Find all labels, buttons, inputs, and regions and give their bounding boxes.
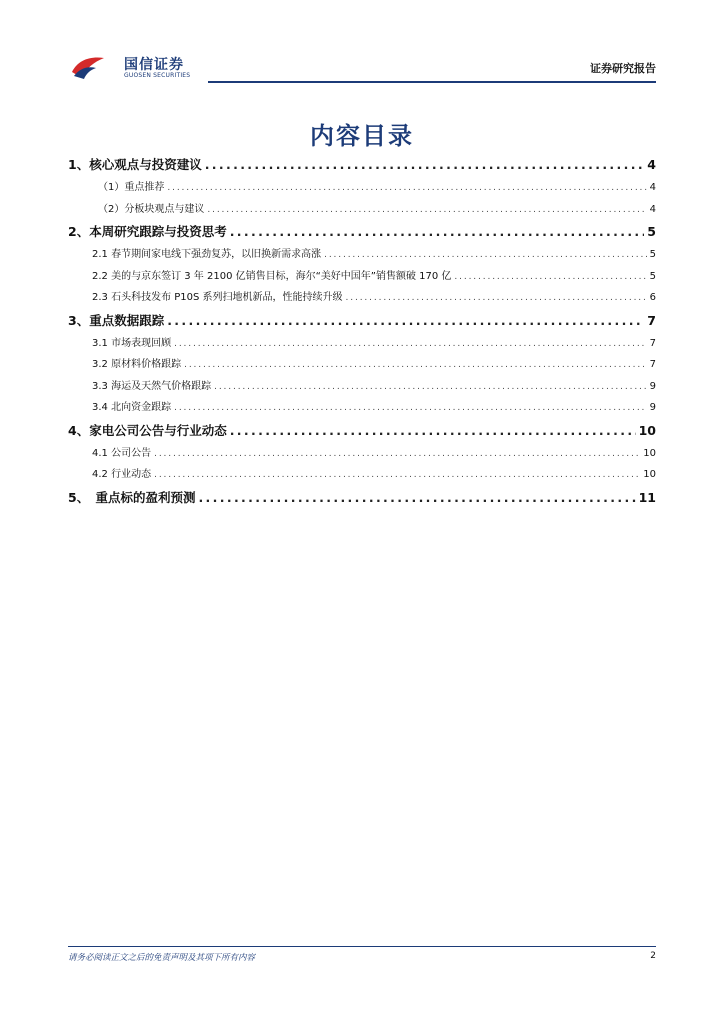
dot-leader — [454, 267, 646, 289]
toc-entry-page: 5 — [649, 270, 656, 282]
toc-entry[interactable] — [68, 309, 656, 333]
toc-entry[interactable] — [68, 333, 656, 355]
dot-leader — [214, 377, 647, 399]
toc-entry-label: 5、 重点标的盈利预测 — [68, 489, 196, 505]
toc-entry-label: 3.3 海运及天然气价格跟踪 — [92, 380, 212, 392]
toc-entry-page: 4 — [649, 203, 656, 215]
toc-entry-page: 4 — [647, 157, 656, 172]
toc-entry-label: 3.4 北向资金跟踪 — [92, 402, 172, 413]
toc-entry-page: 9 — [649, 402, 656, 413]
table-of-contents — [68, 153, 656, 510]
toc-entry-page: 10 — [643, 469, 656, 480]
dot-leader — [154, 444, 640, 466]
dot-leader — [184, 355, 647, 377]
page-header — [68, 50, 656, 84]
toc-entry-label: 3.2 原材料价格跟踪 — [92, 359, 182, 370]
toc-entry-label: 4、家电公司公告与行业动态 — [68, 422, 227, 438]
toc-entry[interactable] — [68, 244, 656, 266]
toc-entry[interactable] — [68, 266, 656, 288]
footer-divider — [68, 946, 656, 947]
page-number: 2 — [650, 951, 656, 961]
dot-leader — [174, 334, 647, 356]
toc-entry-page: 7 — [649, 337, 656, 349]
toc-entry-page: 9 — [649, 380, 656, 392]
toc-entry-page: 6 — [649, 292, 656, 303]
logo-chinese-name: 国信证券 — [124, 57, 184, 73]
dot-leader — [230, 419, 636, 443]
dot-leader — [207, 200, 646, 222]
logo-english-name: GUOSEN SECURITIES — [124, 72, 191, 79]
toc-entry-page: 11 — [638, 489, 656, 505]
toc-entry-label: （1）重点推荐 — [98, 182, 165, 193]
header-divider — [208, 81, 656, 83]
toc-entry[interactable] — [68, 287, 656, 309]
toc-entry-label: 2.3 石头科技发布 P10S 系列扫地机新品，性能持续升级 — [92, 292, 343, 303]
toc-entry[interactable] — [68, 443, 656, 465]
toc-entry-page: 4 — [649, 182, 656, 193]
toc-entry-label: 3.1 市场表现回顾 — [92, 337, 172, 349]
toc-entry-label: 2、本周研究跟踪与投资思考 — [68, 224, 227, 239]
guosen-logo-icon — [70, 52, 106, 80]
toc-entry-page: 7 — [649, 359, 656, 370]
toc-entry-label: 2.1 春节期间家电线下强劲复苏，以旧换新需求高涨 — [92, 249, 322, 260]
toc-entry-label: 2.2 美的与京东签订 3 年 2100 亿销售目标，海尔“美好中国年”销售额破 170 亿 — [92, 270, 452, 282]
dot-leader — [205, 153, 645, 177]
toc-entry[interactable] — [68, 397, 656, 419]
toc-entry[interactable] — [68, 376, 656, 398]
toc-entry[interactable] — [68, 199, 656, 221]
toc-entry-page: 10 — [643, 447, 656, 459]
dot-leader — [154, 465, 640, 487]
toc-entry-label: （2）分板块观点与建议 — [98, 203, 205, 215]
dot-leader — [167, 309, 644, 333]
toc-entry[interactable] — [68, 177, 656, 199]
toc-entry[interactable] — [68, 419, 656, 443]
toc-title: 内容目录 — [310, 122, 414, 150]
dot-leader — [198, 486, 635, 510]
footer-disclaimer: 请务必阅读正文之后的免责声明及其项下所有内容 — [68, 953, 256, 963]
report-type-label: 证券研究报告 — [590, 62, 656, 75]
dot-leader — [174, 398, 647, 420]
toc-entry-page: 7 — [647, 312, 656, 328]
toc-entry-page: 5 — [649, 249, 656, 260]
toc-entry-page: 5 — [647, 224, 656, 239]
guosen-logo — [68, 50, 208, 84]
toc-entry[interactable] — [68, 153, 656, 177]
toc-entry-label: 1、核心观点与投资建议 — [68, 157, 202, 172]
toc-entry[interactable] — [68, 464, 656, 486]
dot-leader — [324, 245, 647, 267]
toc-entry-page: 10 — [638, 422, 656, 438]
dot-leader — [346, 288, 647, 310]
toc-entry-label: 4.1 公司公告 — [92, 447, 152, 459]
toc-entry[interactable] — [68, 220, 656, 244]
toc-entry[interactable] — [68, 354, 656, 376]
dot-leader — [167, 178, 646, 200]
toc-entry-label: 3、重点数据跟踪 — [68, 312, 165, 328]
toc-entry-label: 4.2 行业动态 — [92, 469, 152, 480]
dot-leader — [230, 220, 645, 244]
toc-entry[interactable] — [68, 486, 656, 510]
